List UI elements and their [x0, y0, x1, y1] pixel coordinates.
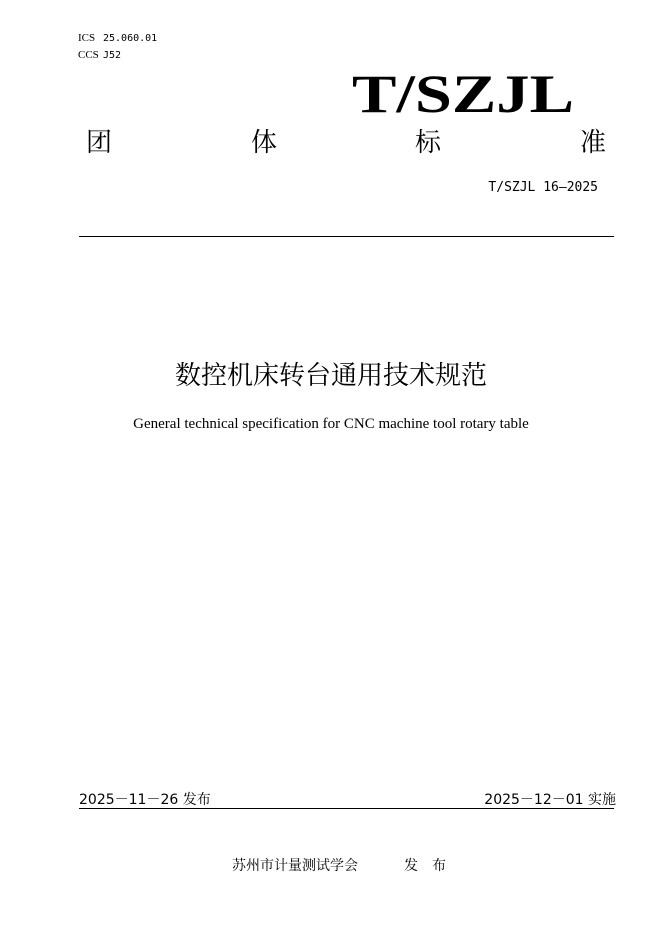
category-char-4: 准	[580, 128, 607, 158]
category-char-2: 体	[251, 128, 278, 158]
standard-number: T/SZJL 16—2025	[488, 180, 598, 195]
implement-date: 2025－12－01 实施	[484, 792, 616, 808]
publish-date: 2025－11－26 发布	[79, 792, 211, 808]
ccs-code: J52	[103, 50, 122, 61]
footer-divider	[79, 808, 614, 809]
document-title-english: General technical specification for CNC machine tool rotary table	[133, 416, 529, 432]
category-char-1: 团	[86, 128, 113, 158]
standard-mark-text: T/SZJL	[352, 64, 574, 120]
issue-label: 发布	[404, 858, 460, 874]
ics-label: ICS	[78, 32, 96, 44]
header-divider	[79, 236, 614, 237]
ics-code: 25.060.01	[103, 33, 158, 44]
category-char-3: 标	[415, 128, 442, 158]
document-title-chinese: 数控机床转台通用技术规范	[174, 361, 487, 391]
standard-mark-logo	[352, 60, 582, 120]
ccs-label: CCS	[78, 49, 99, 61]
issuing-organization: 苏州市计量测试学会	[232, 858, 358, 874]
standard-mark-graphic	[352, 60, 582, 120]
